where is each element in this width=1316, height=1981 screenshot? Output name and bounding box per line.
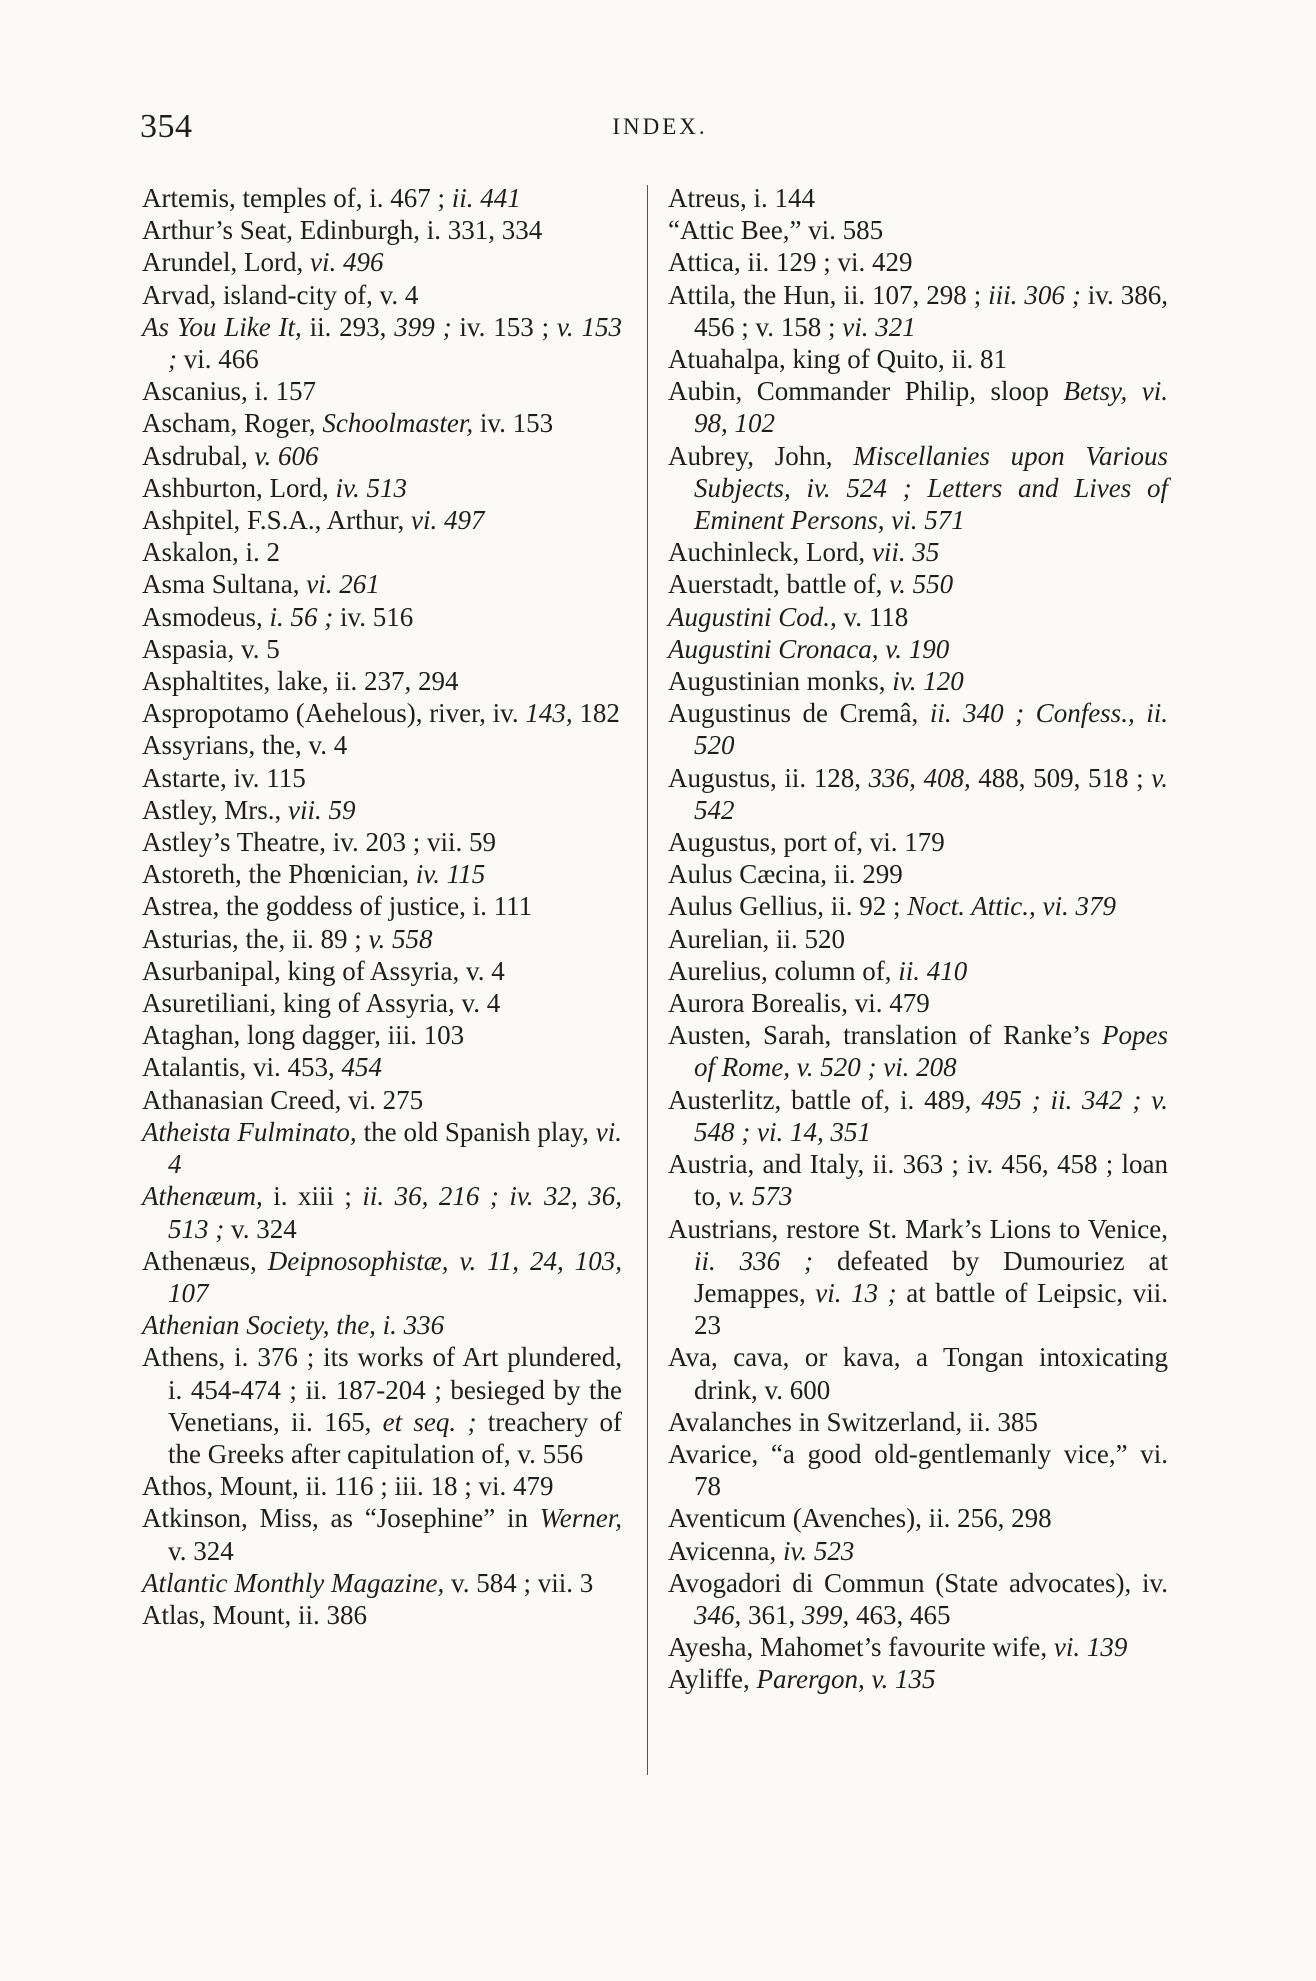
- entry-text: Atlas, Mount, ii. 386: [142, 1599, 368, 1630]
- entry-text: Deipnosophistæ, v. 11, 24, 103, 107: [168, 1245, 622, 1308]
- entry-text: Ashburton, Lord,: [142, 472, 336, 503]
- entry-text: defeated by Dumouriez at Jemappes,: [694, 1245, 1169, 1308]
- index-entry: [142, 858, 622, 890]
- index-entry: [668, 987, 1168, 1019]
- entry-text: Asurbanipal, king of Assyria, v. 4: [142, 955, 505, 986]
- index-entry: [142, 729, 622, 761]
- entry-text: Aulus Cæcina, ii. 299: [668, 859, 903, 890]
- entry-text: Atlantic Monthly Magazine,: [142, 1567, 445, 1598]
- entry-text: Avarice, “a good old-gentlemanly vice,” vi. 78: [668, 1438, 1168, 1502]
- entry-text: Parergon, v. 135: [756, 1664, 936, 1695]
- index-entry: [142, 1116, 622, 1180]
- entry-text: iv. 120: [892, 666, 964, 697]
- index-entry: [142, 407, 622, 439]
- index-entry: [142, 1502, 622, 1566]
- index-entry: [142, 375, 622, 407]
- index-entry: [668, 1213, 1168, 1342]
- index-entry: [142, 890, 622, 922]
- entry-text: 182: [572, 698, 620, 729]
- index-entry: [142, 665, 622, 697]
- index-entry: [668, 923, 1168, 955]
- index-entry: [668, 375, 1168, 439]
- index-entry: [142, 1470, 622, 1502]
- entry-text: Aspasia, v. 5: [142, 633, 280, 664]
- entry-text: 361,: [741, 1599, 802, 1630]
- index-entry: [668, 1406, 1168, 1438]
- entry-text: v. 153 ;: [168, 311, 622, 375]
- entry-text: Asma Sultana,: [142, 569, 307, 600]
- index-entry: [668, 858, 1168, 890]
- entry-text: v. 550: [889, 569, 954, 600]
- index-entry: [142, 697, 622, 729]
- index-entry: [668, 1631, 1168, 1663]
- entry-text: Assyrians, the, v. 4: [142, 730, 348, 761]
- entry-text: iv. 386, 456 ; v. 158 ;: [694, 279, 1169, 342]
- index-entry: [142, 1180, 622, 1244]
- entry-text: Athenian Society, the, i. 336: [142, 1310, 445, 1341]
- entry-text: v. 324: [168, 1535, 234, 1566]
- entry-text: 346,: [694, 1599, 742, 1630]
- entry-text: Aurelian, ii. 520: [668, 923, 845, 954]
- entry-text: Athenæum,: [142, 1181, 263, 1212]
- entry-text: Ascanius, i. 157: [142, 376, 316, 407]
- index-entry: [668, 1019, 1168, 1083]
- index-entry: [668, 1438, 1168, 1502]
- entry-text: Ava, cava, or kava, a Tongan intoxicating drink, v. 600: [668, 1342, 1168, 1405]
- entry-text: Werner,: [539, 1503, 622, 1534]
- entry-text: Avicenna,: [668, 1535, 783, 1566]
- index-entry: [668, 246, 1168, 278]
- entry-text: Askalon, i. 2: [142, 537, 280, 568]
- index-entry: [142, 246, 622, 278]
- entry-text: 143,: [525, 698, 573, 729]
- entry-text: Aubrey, John,: [668, 440, 854, 471]
- entry-text: vii. 59: [288, 794, 356, 825]
- entry-text: treachery of the Greeks after capitulation of, v. 556: [168, 1406, 622, 1469]
- entry-text: Asphaltites, lake, ii. 237, 294: [142, 666, 459, 697]
- index-entry: [668, 440, 1168, 537]
- entry-text: Arthur’s Seat, Edinburgh, i. 331, 334: [142, 215, 543, 246]
- entry-text: vi. 497: [411, 505, 485, 536]
- entry-text: Augustinian monks,: [668, 666, 893, 697]
- entry-text: iv. 523: [782, 1535, 855, 1566]
- entry-text: Auchinleck, Lord,: [668, 537, 872, 568]
- entry-text: ii. 293,: [301, 311, 395, 342]
- entry-text: Austria, and Italy, ii. 363 ; iv. 456, 458 ; loan to,: [668, 1149, 1168, 1212]
- entry-text: Aurora Borealis, vi. 479: [668, 988, 930, 1019]
- entry-text: Ascham, Roger,: [142, 408, 323, 439]
- index-entry: [142, 311, 622, 375]
- entry-text: Athenæus,: [142, 1245, 268, 1276]
- entry-text: Ayliffe,: [668, 1664, 757, 1695]
- entry-text: Arundel, Lord,: [142, 247, 310, 278]
- entry-text: Artemis, temples of, i. 467 ;: [142, 183, 452, 213]
- entry-text: Astley, Mrs.,: [142, 794, 288, 825]
- entry-text: Aurelius, column of,: [668, 955, 899, 986]
- entry-text: “Attic Bee,” vi. 585: [668, 215, 884, 246]
- page-number: 354: [140, 108, 193, 145]
- index-entry: [142, 440, 622, 472]
- index-entry: [142, 1309, 622, 1341]
- entry-text: Popes of Rome, v. 520 ; vi. 208: [694, 1020, 1168, 1083]
- entry-text: 336, 408,: [868, 762, 971, 793]
- entry-text: vi. 496: [309, 247, 384, 278]
- index-entry: [142, 472, 622, 504]
- index-entry: [142, 504, 622, 536]
- entry-text: Noct. Attic., vi. 379: [907, 891, 1116, 922]
- index-column-left: [142, 182, 622, 1631]
- entry-text: 454: [341, 1052, 382, 1083]
- entry-text: 463, 465: [849, 1599, 951, 1630]
- entry-text: Astoreth, the Phœnician,: [142, 859, 416, 890]
- entry-text: v. 118: [836, 601, 909, 632]
- entry-text: Austrians, restore St. Mark’s Lions to Venice,: [668, 1213, 1168, 1244]
- entry-text: vi. 261: [306, 569, 380, 600]
- entry-text: Astrea, the goddess of justice, i. 111: [142, 891, 533, 922]
- entry-text: Athanasian Creed, vi. 275: [142, 1084, 424, 1115]
- index-entry: [142, 1245, 622, 1309]
- entry-text: v. 606: [254, 440, 319, 471]
- entry-text: 399 ;: [394, 311, 452, 342]
- entry-text: Augustinus de Cremâ,: [668, 698, 930, 729]
- index-entry: [142, 1084, 622, 1116]
- index-entry: [142, 826, 622, 858]
- entry-text: Ataghan, long dagger, iii. 103: [142, 1020, 465, 1051]
- index-entry: [668, 343, 1168, 375]
- entry-text: iv. 516: [333, 601, 414, 632]
- entry-text: i. 56 ;: [269, 601, 334, 632]
- index-entry: [142, 536, 622, 568]
- entry-text: Atheista Fulminato,: [142, 1116, 357, 1147]
- index-entry: [142, 633, 622, 665]
- entry-text: Atreus, i. 144: [668, 183, 815, 213]
- index-entry: [142, 568, 622, 600]
- entry-text: i. xiii ;: [262, 1181, 363, 1212]
- index-entry: [668, 665, 1168, 697]
- index-entry: [142, 955, 622, 987]
- entry-text: vi. 13 ;: [815, 1277, 897, 1308]
- entry-text: Ayesha, Mahomet’s favourite wife,: [668, 1632, 1054, 1663]
- entry-text: Avogadori di Commun (State advocates), iv.: [668, 1567, 1168, 1598]
- entry-text: 488, 509, 518 ;: [970, 762, 1152, 793]
- index-entry: [668, 826, 1168, 858]
- index-entry: [668, 1502, 1168, 1534]
- entry-text: Auerstadt, battle of,: [668, 569, 890, 600]
- entry-text: Astarte, iv. 115: [142, 762, 306, 793]
- entry-text: Augustini Cod.,: [668, 601, 837, 632]
- entry-text: Miscellanies upon Various Subjects, iv. 524 ; Letters and Lives of Eminent Persons, vi. 571: [694, 440, 1168, 536]
- entry-text: v. 558: [368, 923, 433, 954]
- entry-text: v. 542: [694, 762, 1168, 825]
- index-entry: [142, 279, 622, 311]
- index-entry: [668, 568, 1168, 600]
- entry-text: Schoolmaster,: [322, 408, 474, 439]
- entry-text: vi. 139: [1053, 1632, 1128, 1663]
- index-entry: [668, 762, 1168, 826]
- entry-text: Asturias, the, ii. 89 ;: [142, 923, 369, 954]
- entry-text: vi. 321: [842, 311, 916, 342]
- index-entry: [668, 1084, 1168, 1148]
- entry-text: Augustus, ii. 128,: [668, 762, 869, 793]
- entry-text: vi. 4: [168, 1116, 622, 1180]
- entry-text: v. 573: [728, 1181, 793, 1212]
- entry-text: at battle of Leipsic, vii. 23: [694, 1277, 1168, 1341]
- entry-text: ii. 410: [898, 955, 968, 986]
- index-entry: [668, 182, 1168, 214]
- index-entry: [142, 1051, 622, 1083]
- index-entry: [668, 1535, 1168, 1567]
- entry-text: iv. 153 ;: [451, 311, 557, 342]
- entry-text: Astley’s Theatre, iv. 203 ; vii. 59: [142, 827, 496, 858]
- entry-text: iii. 306 ;: [988, 279, 1081, 310]
- index-entry: [668, 633, 1168, 665]
- entry-text: Asmodeus,: [142, 601, 270, 632]
- index-entry: [142, 762, 622, 794]
- entry-text: Atalantis, vi. 453,: [142, 1052, 342, 1083]
- index-entry: [668, 890, 1168, 922]
- entry-text: Aubin, Commander Philip, sloop: [668, 376, 1064, 407]
- entry-text: Asuretiliani, king of Assyria, v. 4: [142, 988, 501, 1019]
- index-entry: [668, 1148, 1168, 1212]
- index-entry: [668, 214, 1168, 246]
- index-entry: [142, 1019, 622, 1051]
- entry-text: ii. 336 ;: [694, 1245, 814, 1276]
- entry-text: 495 ; ii. 342 ; v. 548 ; vi. 14, 351: [694, 1084, 1168, 1147]
- entry-text: As You Like It,: [142, 311, 302, 342]
- entry-text: Attica, ii. 129 ; vi. 429: [668, 247, 913, 278]
- entry-text: iv. 115: [415, 859, 486, 890]
- entry-text: Ashpitel, F.S.A., Arthur,: [142, 505, 412, 536]
- entry-text: v. 584 ; vii. 3: [444, 1567, 594, 1598]
- index-entry: [142, 214, 622, 246]
- index-entry: [142, 1341, 622, 1470]
- entry-text: Augustini Cronaca, v. 190: [668, 633, 950, 664]
- entry-text: v. 324: [224, 1213, 297, 1244]
- index-entry: [668, 955, 1168, 987]
- entry-text: Aulus Gellius, ii. 92 ;: [668, 891, 908, 922]
- entry-text: Athens, i. 376 ; its works of Art plundered, i. 454-474 ; ii. 187-204 ; besieged by the Venetians, ii. 165,: [142, 1342, 622, 1437]
- index-entry: [668, 1567, 1168, 1631]
- index-entry: [668, 279, 1168, 343]
- entry-text: ii. 36, 216 ; iv. 32, 36, 513 ;: [168, 1181, 622, 1244]
- index-entry: [142, 601, 622, 633]
- entry-text: Asdrubal,: [142, 440, 255, 471]
- index-entry: [142, 1567, 622, 1599]
- entry-text: Austen, Sarah, translation of Ranke’s: [668, 1020, 1103, 1051]
- entry-text: Atkinson, Miss, as “Josephine” in: [142, 1503, 540, 1534]
- index-entry: [668, 697, 1168, 761]
- entry-text: Aspropotamo (Aehelous), river, iv.: [142, 698, 526, 729]
- index-entry: [668, 1663, 1168, 1695]
- entry-text: ii. 441: [451, 183, 521, 213]
- entry-text: the old Spanish play,: [356, 1116, 596, 1147]
- entry-text: Augustus, port of, vi. 179: [668, 827, 945, 858]
- entry-text: Aventicum (Avenches), ii. 256, 298: [668, 1503, 1052, 1534]
- page-header: [140, 108, 1180, 148]
- entry-text: Betsy, vi. 98, 102: [694, 376, 1169, 439]
- entry-text: Arvad, island-city of, v. 4: [142, 279, 419, 310]
- entry-text: Austerlitz, battle of, i. 489,: [668, 1084, 982, 1115]
- entry-text: Atuahalpa, king of Quito, ii. 81: [668, 344, 1007, 375]
- entry-text: Athos, Mount, ii. 116 ; iii. 18 ; vi. 479: [142, 1471, 554, 1502]
- index-entry: [142, 182, 622, 214]
- index-entry: [142, 794, 622, 826]
- index-entry: [142, 987, 622, 1019]
- entry-text: Avalanches in Switzerland, ii. 385: [668, 1406, 1038, 1437]
- index-column-right: [668, 182, 1168, 1696]
- index-entry: [668, 1341, 1168, 1405]
- column-divider: [647, 185, 648, 1775]
- entry-text: vi. 466: [177, 344, 259, 375]
- entry-text: Attila, the Hun, ii. 107, 298 ;: [668, 279, 989, 310]
- index-entry: [142, 923, 622, 955]
- running-head: INDEX.: [612, 114, 708, 139]
- index-entry: [668, 601, 1168, 633]
- index-entry: [668, 536, 1168, 568]
- entry-text: 399,: [802, 1599, 850, 1630]
- entry-text: iv. 153: [473, 408, 554, 439]
- entry-text: et seq. ;: [382, 1406, 477, 1437]
- entry-text: ii. 340 ; Confess., ii. 520: [694, 698, 1168, 761]
- entry-text: iv. 513: [335, 472, 407, 503]
- entry-text: vii. 35: [871, 537, 940, 568]
- index-entry: [142, 1599, 622, 1631]
